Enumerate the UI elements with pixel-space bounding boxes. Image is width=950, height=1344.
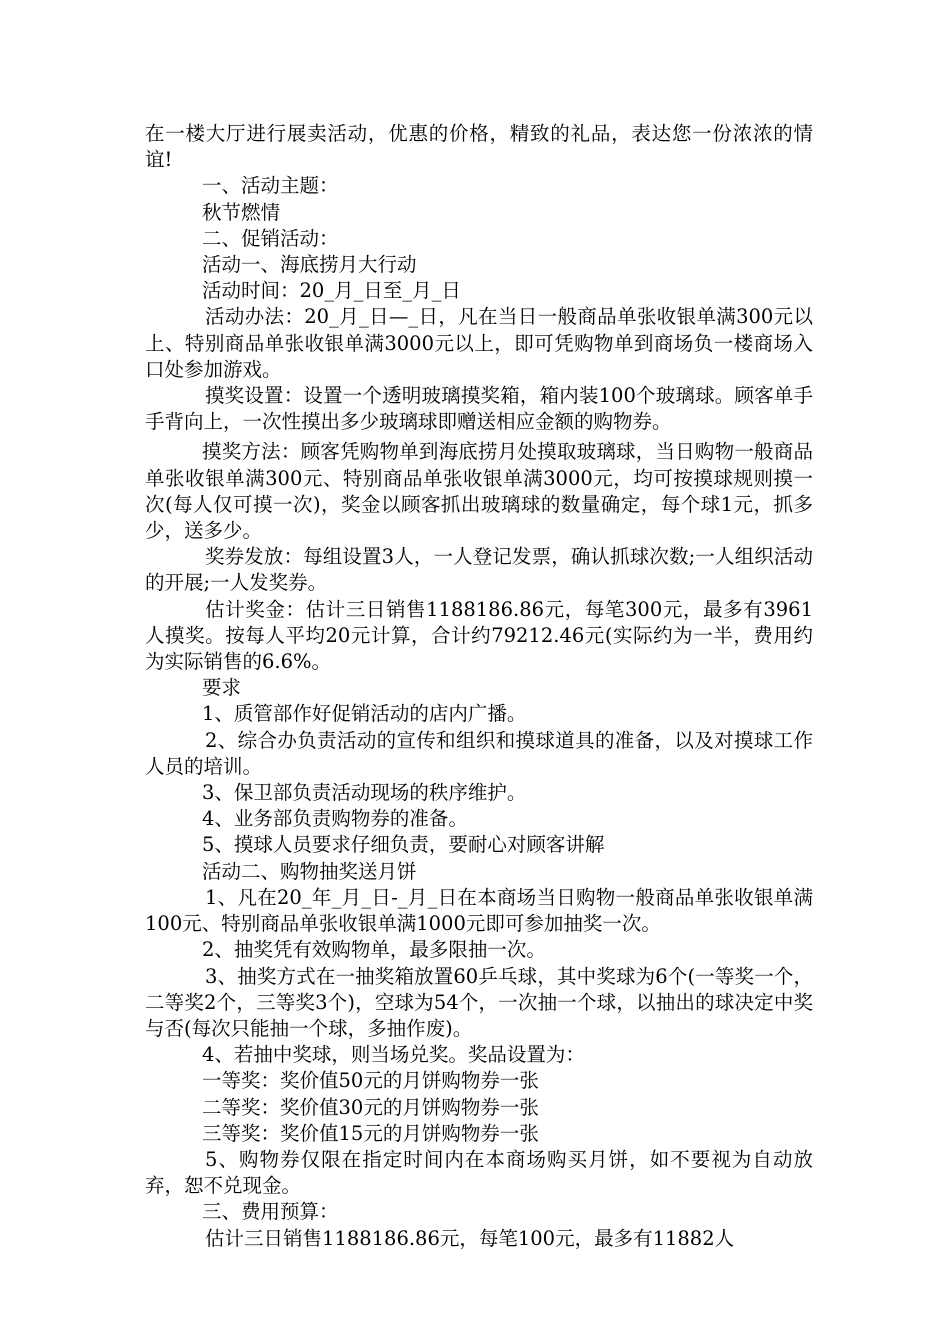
draw-setup: 摸奖设置：设置一个透明玻璃摸奖箱，箱内装100个玻璃球。顾客单手手背向上，一次性摸出多少玻璃球即赠送相应金额的购物券。 bbox=[145, 384, 813, 434]
requirement-5: 5、摸球人员要求仔细负责，要耐心对顾客讲解 bbox=[202, 833, 605, 857]
activity-time: 活动时间：20_月_日至_月_日 bbox=[202, 279, 461, 303]
heading-theme: 一、活动主题： bbox=[202, 174, 339, 198]
requirement-1: 1、质管部作好促销活动的店内广播。 bbox=[202, 702, 527, 726]
requirement-2: 2、综合办负责活动的宣传和组织和摸球道具的准备，以及对摸球工作人员的培训。 bbox=[145, 728, 813, 778]
activity-two-rule-3: 3、抽奖方式在一抽奖箱放置60乒乓球，其中奖球为6个(一等奖一个，二等奖2个，三等奖3个)，空球为54个，一次抽一个球，以抽出的球决定中奖与否(每次只能抽一个球，多抽作废)。 bbox=[145, 964, 813, 1040]
heading-promotion: 二、促销活动： bbox=[202, 226, 339, 250]
prize-first: 一等奖：奖价值50元的月饼购物券一张 bbox=[202, 1069, 539, 1093]
prize-third: 三等奖：奖价值15元的月饼购物券一张 bbox=[202, 1121, 539, 1145]
activity-two-rule-5: 5、购物券仅限在指定时间内在本商场购买月饼，如不要视为自动放弃，恕不兑现金。 bbox=[145, 1147, 813, 1198]
activity-two-rule-4: 4、若抽中奖球，则当场兑奖。奖品设置为： bbox=[202, 1043, 585, 1067]
activity-one-title: 活动一、海底捞月大行动 bbox=[202, 253, 417, 277]
paragraph-intro: 在一楼大厅进行展卖活动，优惠的价格，精致的礼品，表达您一份浓浓的情谊! bbox=[145, 122, 813, 172]
budget-text: 估计三日销售1188186.86元，每笔100元，最多有11882人 bbox=[205, 1226, 735, 1250]
heading-budget: 三、费用预算： bbox=[202, 1200, 339, 1224]
activity-method: 活动办法：20_月_日—_日，凡在当日一般商品单张收银单满300元以上、特别商品单张收银单满3000元以上，即可凭购物单到商场负一楼商场入口处参加游戏。 bbox=[145, 305, 813, 381]
requirement-4: 4、业务部负责购物券的准备。 bbox=[202, 807, 468, 831]
theme-text: 秋节燃情 bbox=[202, 200, 281, 224]
activity-two-rule-2: 2、抽奖凭有效购物单，最多限抽一次。 bbox=[202, 938, 546, 962]
voucher-distribution: 奖券发放：每组设置3人，一人登记发票，确认抓球次数;一人组织活动的开展;一人发奖券。 bbox=[145, 545, 813, 595]
activity-two-title: 活动二、购物抽奖送月饼 bbox=[202, 859, 417, 883]
prize-second: 二等奖：奖价值30元的月饼购物券一张 bbox=[202, 1095, 539, 1119]
document-page bbox=[145, 121, 813, 1252]
estimated-prize: 估计奖金：估计三日销售1188186.86元，每笔300元，最多有3961人摸奖。按每人平均20元计算，合计约79212.46元(实际约为一半，费用约为实际销售的6.6%。 bbox=[145, 597, 813, 674]
activity-two-rule-1: 1、凡在20_年_月_日-_月_日在本商场当日购物一般商品单张收银单满100元、特别商品单张收银单满1000元即可参加抽奖一次。 bbox=[145, 885, 813, 936]
requirements-heading: 要求 bbox=[202, 676, 242, 700]
requirement-3: 3、保卫部负责活动现场的秩序维护。 bbox=[202, 781, 527, 805]
draw-method: 摸奖方法：顾客凭购物单到海底捞月处摸取玻璃球，当日购物一般商品单张收银单满300元、特别商品单张收银单满3000元，均可按摸球规则摸一次(每人仅可摸一次)，奖金以顾客抓出玻璃球的数量确定，每个球1元，抓多少，送多少。 bbox=[145, 440, 813, 543]
